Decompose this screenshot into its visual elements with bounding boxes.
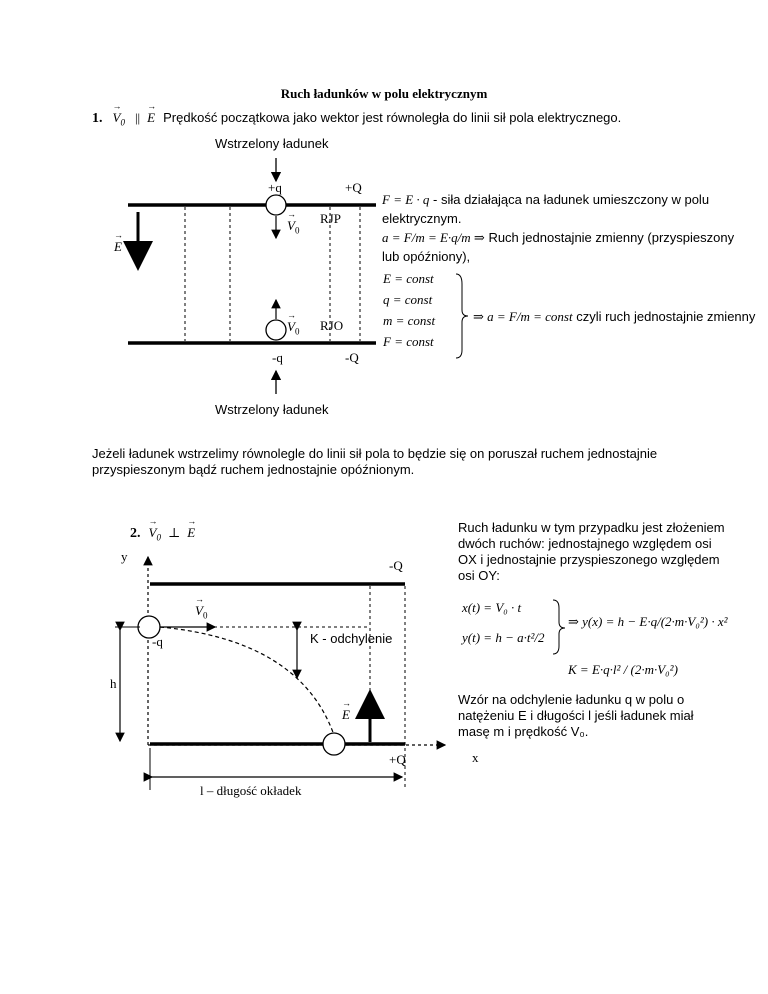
e-vector-2: → E <box>187 525 195 541</box>
minus-Q-label: -Q <box>345 350 359 365</box>
page-title: Ruch ładunków w polu elektrycznym <box>280 86 488 101</box>
const-q: q = const <box>383 292 433 307</box>
charge-bottom <box>266 320 286 340</box>
const-brace <box>456 274 468 358</box>
v0-label-bottom: → $V_0$ <box>287 319 299 337</box>
y-of-t: y(t) = h − a·t²/2 <box>462 630 545 645</box>
e-field-label: → E <box>114 239 122 255</box>
rjp-label: RJP <box>320 211 341 226</box>
explanation-2-conclusion: Wzór na odchylenie ładunku q w polu o natężeniu E i długości l jeśli ładunek miał masę m i prędkość V₀. <box>458 692 694 739</box>
explanation-line-4: lub opóźniony), <box>382 249 471 264</box>
parabolic-trajectory <box>160 627 334 735</box>
v0-vector-2: → $V_0$ <box>149 525 161 543</box>
constant-acceleration: ⇒ a = F/m = const czyli ruch jednostajnie zmienny <box>473 309 756 324</box>
top-caption: Wstrzelony ładunek <box>215 136 329 151</box>
const-e: E = const <box>383 271 434 286</box>
e-vector: → E <box>147 110 155 126</box>
paragraph-1: Jeżeli ładunek wstrzelimy równolegle do linii sił pola to będzie się on poruszał ruchem jednostajnie przyspieszonym bądź ruchem jednostajnie opóźnionym. <box>92 446 658 477</box>
const-f: F = const <box>383 334 434 349</box>
charge-top <box>266 195 286 215</box>
minus-Q-label-2: -Q <box>389 558 403 573</box>
bottom-caption: Wstrzelony ładunek <box>215 402 329 417</box>
y-axis-label: y <box>121 549 128 564</box>
const-m: m = const <box>383 313 436 328</box>
h-label: h <box>110 676 117 691</box>
section-2-header <box>130 524 195 543</box>
explanation-1 <box>382 190 734 266</box>
v0-vector: → $V_0$ <box>113 110 125 128</box>
explanation-2-intro: Ruch ładunku w tym przypadku jest złożeniem dwóch ruchów: jednostajnego względem osi OX i jednostajnie przyspieszonego względem osi OY: <box>458 520 725 583</box>
deflection-formula: K = E·q·l² / (2·m·V₀²) <box>568 662 678 677</box>
force-text: - siła działająca na ładunek umieszczony w polu <box>429 192 710 207</box>
deflection-label: K - odchylenie <box>310 631 393 646</box>
x-of-t: x(t) = V₀ · t <box>462 600 522 615</box>
acceleration-text: Ruch jednostajnie zmienny (przyspieszony <box>484 230 735 245</box>
constants-list <box>383 268 435 352</box>
e-field-label-2: → E <box>342 707 350 723</box>
motion-brace <box>553 600 565 654</box>
section-1-text: Prędkość początkowa jako wektor jest równoległa do linii sił pola elektrycznego. <box>163 110 622 125</box>
rjo-label: RJO <box>320 318 344 333</box>
force-formula: F = E · q <box>382 192 430 207</box>
acceleration-formula: a = F/m = E·q/m ⇒ <box>382 230 485 245</box>
section-2-number: 2. <box>130 526 141 541</box>
minus-q-label-2: -q <box>152 634 163 649</box>
y-of-x: ⇒ y(x) = h − E·q/(2·m·V₀²) · x² <box>568 614 728 629</box>
minus-q-label: -q <box>272 350 283 365</box>
v0-label-top: → $V_0$ <box>287 218 299 236</box>
v0-label-2: → $V_0$ <box>195 603 207 621</box>
charge-end <box>323 733 345 755</box>
length-label: l – długość okładek <box>200 783 302 798</box>
explanation-line-2: elektrycznym. <box>382 211 462 226</box>
x-axis-label: x <box>472 750 479 765</box>
perpendicular-symbol: ⊥ <box>167 525 181 540</box>
plus-Q-label-2: +Q <box>389 752 406 767</box>
section-1-number: 1. <box>92 111 103 126</box>
plus-Q-label: +Q <box>345 180 362 195</box>
parallel-symbol: || <box>134 110 141 125</box>
plus-q-label: +q <box>268 180 282 195</box>
